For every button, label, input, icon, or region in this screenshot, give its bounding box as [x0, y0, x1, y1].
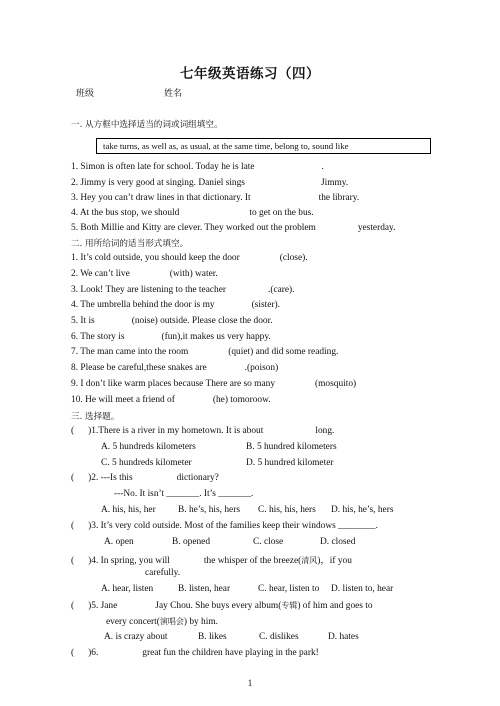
q4-option-a: A. hear, listen [101, 584, 154, 594]
q2-subline: ---No. It isn’t _______. It’s _______. [114, 489, 254, 499]
s2-item-10: 10. He will meet a friend of (he) tomoroow. [71, 395, 271, 405]
page-number: 1 [247, 678, 253, 688]
q1-option-b: B. 5 hundred kilometers [246, 442, 337, 452]
s2-item-6: 6. The story is (fun),it makes us very happy. [71, 332, 271, 342]
s2-item-3: 3. Look! They are listening to the teacher .(care). [71, 285, 295, 295]
q3-option-a: A. open [104, 537, 134, 547]
q2-stem: ( )2. ---Is this dictionary? [71, 473, 219, 483]
name-label: 姓名 [164, 89, 183, 99]
s2-item-9: 9. I don’t like warm places because There are so many (mosquito) [71, 379, 357, 389]
q3-option-b: B. opened [172, 537, 211, 547]
section3-heading: 三. 选择题。 [71, 412, 120, 422]
q4-continuation: carefully. [145, 568, 181, 578]
s2-item-4: 4. The umbrella behind the door is my (sister). [71, 300, 280, 310]
s2-item-1: 1. It’s cold outside, you should keep the door (close). [71, 253, 308, 263]
section2-heading: 二. 用所给词的适当形式填空。 [71, 239, 189, 249]
q3-option-c: C. close [253, 537, 284, 547]
s1-item-2: 2. Jimmy is very good at singing. Daniel sings Jimmy. [71, 178, 349, 188]
q1-option-d: D. 5 hundred kilometer [246, 458, 334, 468]
q4-option-c: C. hear, listen to [258, 584, 320, 594]
q4-stem: ( )4. In spring, you will the whisper of the breeze(清风)，if you [71, 556, 352, 566]
q3-stem: ( )3. It’s very cold outside. Most of the families keep their windows ________. [71, 521, 378, 531]
s1-item-5: 5. Both Millie and Kitty are clever. They worked out the problem yesterday. [71, 223, 396, 233]
class-label: 班级 [76, 89, 95, 99]
q2-option-d: D. his, he’s, hers [331, 505, 394, 515]
q4-option-b: B. listen, hear [178, 584, 231, 594]
s2-item-8: 8. Please be careful,these snakes are .(poison) [71, 363, 279, 373]
q5-option-a: A. is crazy about [104, 632, 168, 642]
q1-stem: ( )1.There is a river in my hometown. It is about long. [71, 426, 335, 436]
s1-item-3: 3. Hey you can’t draw lines in that dictionary. It the library. [71, 193, 360, 203]
page-title: 七年级英语练习（四） [180, 66, 320, 82]
s2-item-5: 5. It is (noise) outside. Please close the door. [71, 316, 273, 326]
q3-option-d: D. closed [320, 537, 356, 547]
q6-stem: ( )6. great fun the children have playing in the park! [71, 648, 319, 658]
s2-item-2: 2. We can’t live (with) water. [71, 269, 218, 279]
q2-option-a: A. his, his, her [101, 505, 156, 515]
q5-stem: ( )5. Jane Jay Chou. She buys every album(专辑) of him and goes to [71, 601, 373, 611]
q2-option-b: B. he’s, his, hers [178, 505, 240, 515]
q2-option-c: C. his, his, hers [258, 505, 316, 515]
q5-option-c: C. dislikes [259, 632, 299, 642]
section1-heading: 一. 从方框中选择适当的词或词组填空。 [71, 120, 223, 130]
q5-option-b: B. likes [198, 632, 227, 642]
s1-item-1: 1. Simon is often late for school. Today he is late . [71, 162, 324, 172]
q1-option-c: C. 5 hundreds kilometer [101, 458, 192, 468]
word-box: take turns, as well as, as usual, at the same time, belong to, sound like [96, 138, 431, 154]
q4-option-d: D. listen to, hear [331, 584, 394, 594]
s1-item-4: 4. At the bus stop, we should to get on the bus. [71, 208, 314, 218]
q1-option-a: A. 5 hundreds kilometers [101, 442, 196, 452]
q5-continuation: every concert(演唱会) by him. [106, 617, 218, 627]
s2-item-7: 7. The man came into the room (quiet) and did some reading. [71, 347, 339, 357]
q5-option-d: D. hates [328, 632, 359, 642]
